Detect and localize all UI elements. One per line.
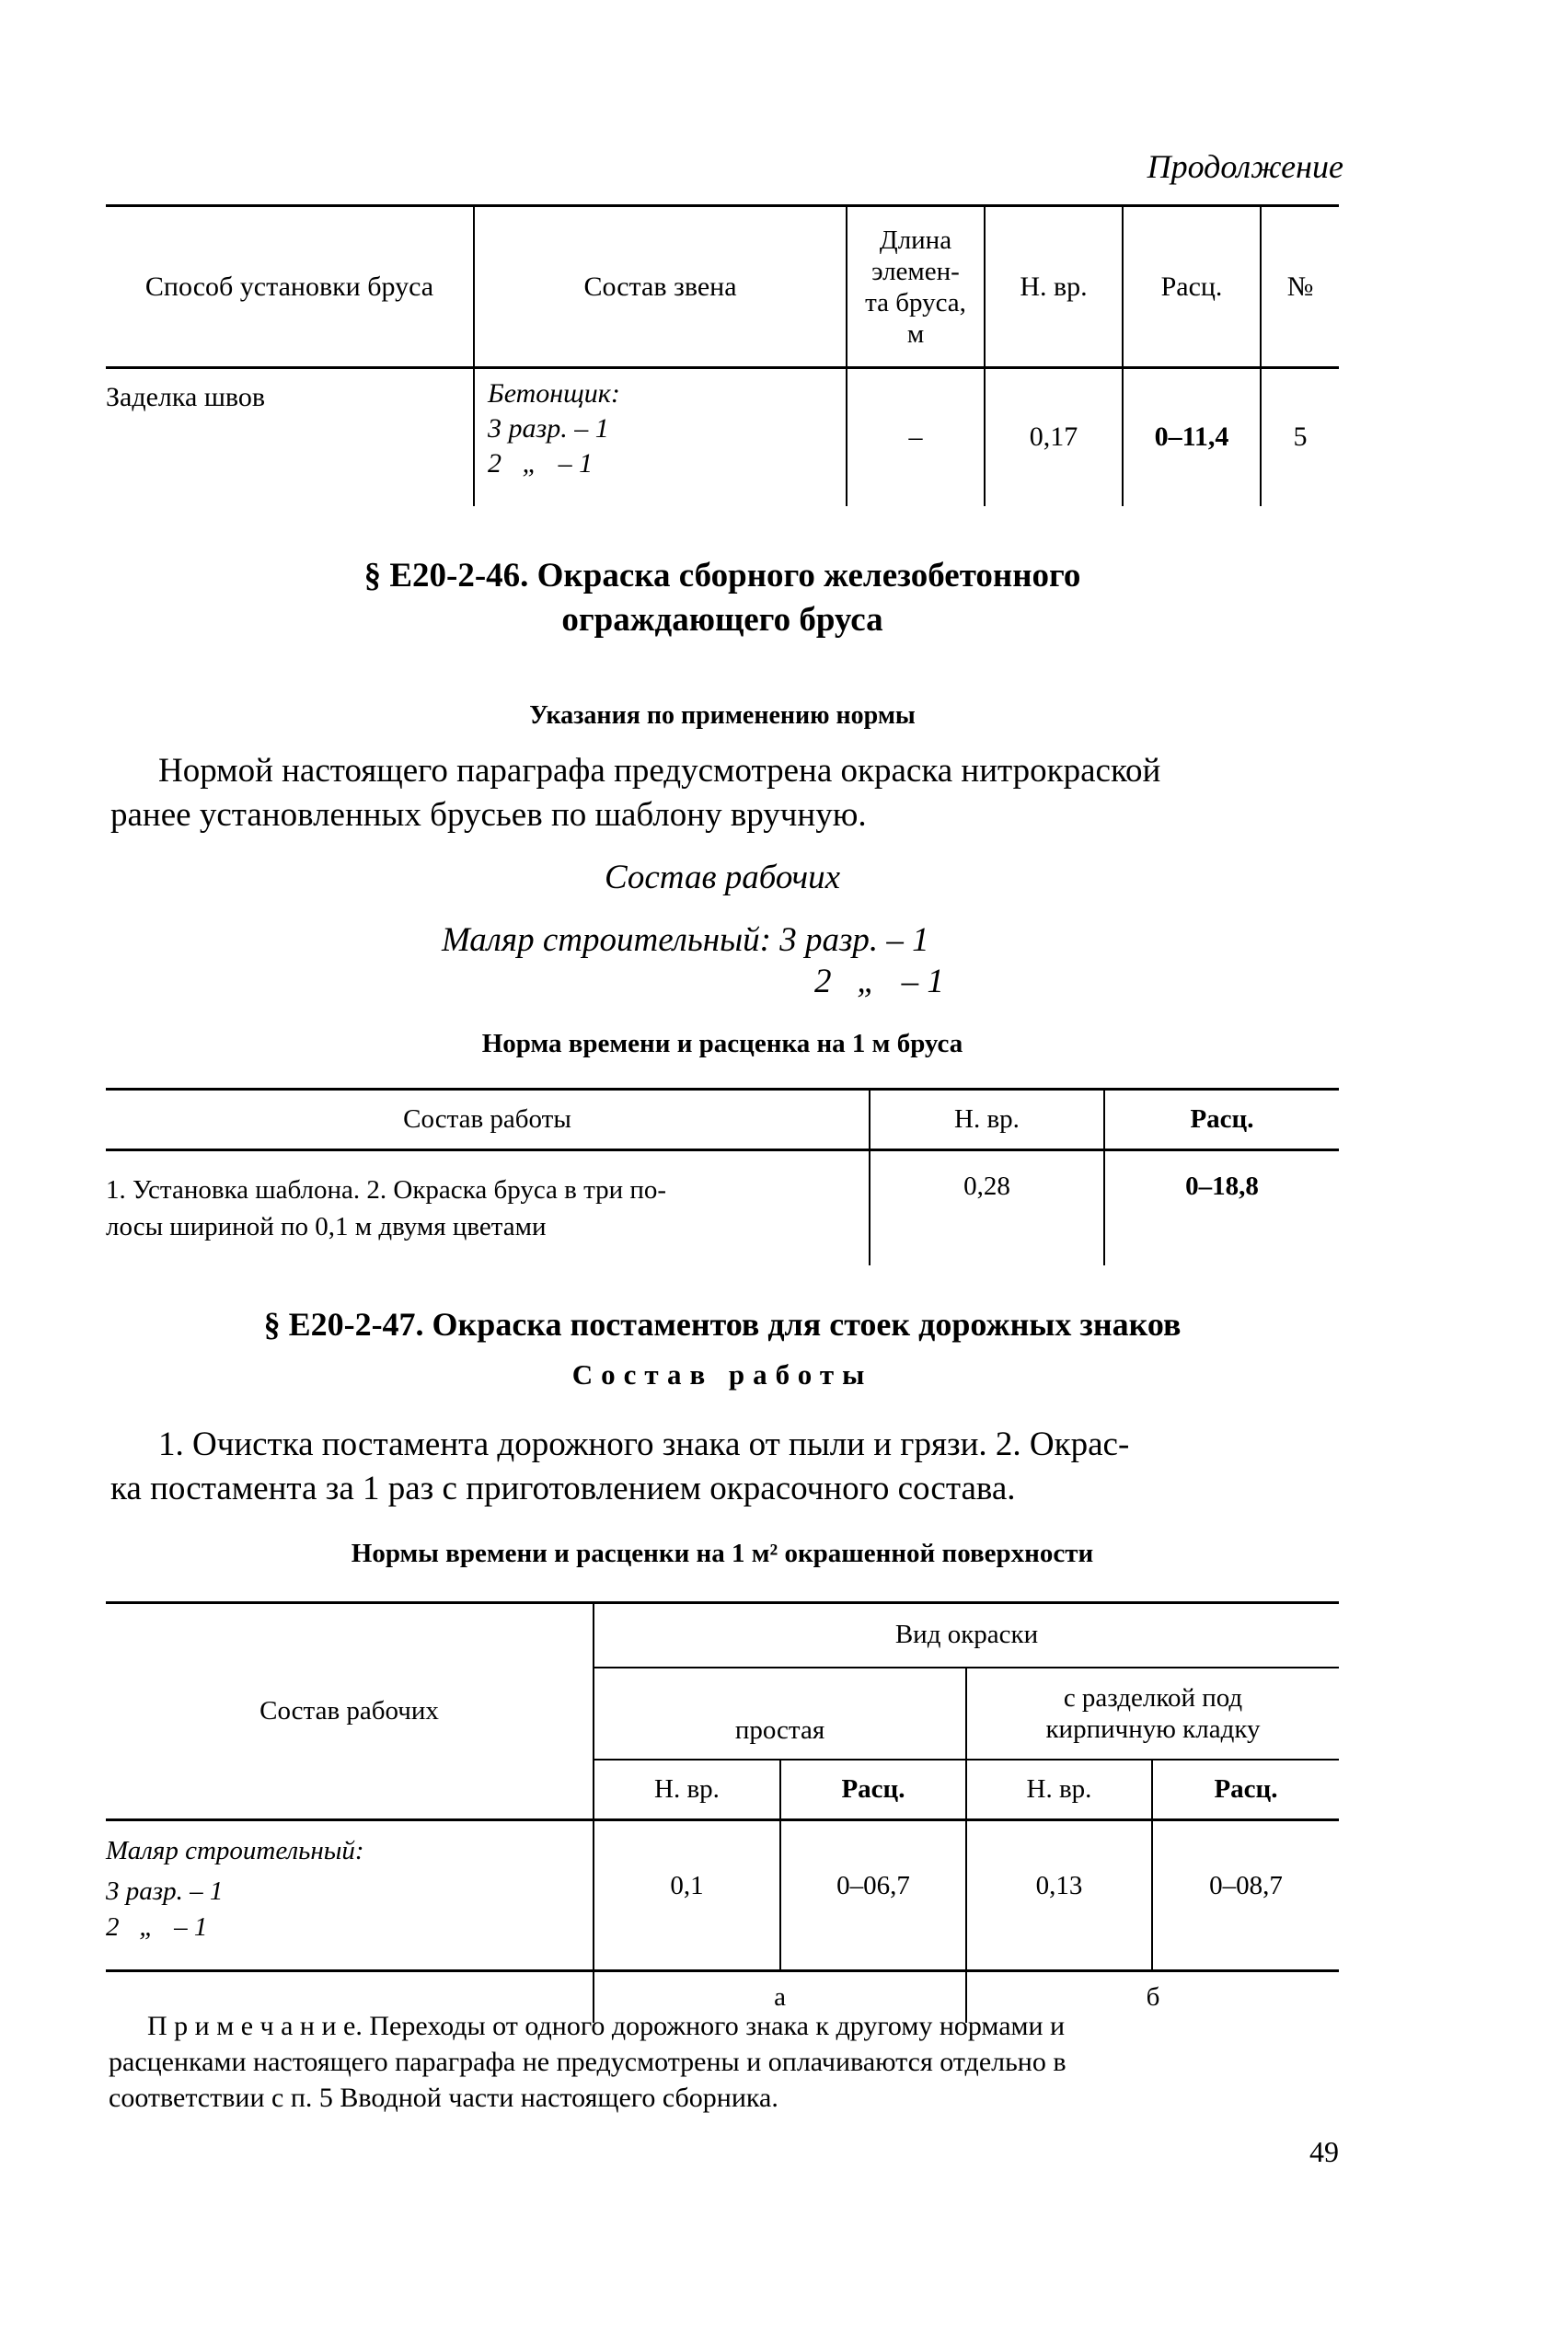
header-work: Состав работы [106,1090,870,1150]
header-norm: Н. вр. [985,206,1123,368]
table-row [106,1150,1339,1265]
row-price: 0–11,4 [1123,368,1261,506]
row-crew: Бетонщик: 3 разр. – 1 2 „ – 1 [474,368,847,506]
table-row [106,1820,1339,1971]
header-method: Способ установки бруса [106,206,474,368]
section-47-title: § Е20-2-47. Окраска постаментов для стоек дорожных знаков [263,1306,1182,1343]
work-heading-47: Состав работы [571,1358,873,1391]
row-brick-price: 0–08,7 [1209,1871,1283,1900]
note-text: П р и м е ч а н и е. Переходы от одного дорожного знака к другому нормами и расценками настоящего параграфа не предусмотрены и оплачиваются отдельно в соответствии с п. 5 Вводной части настоящего сборника. [109,2011,1066,2113]
row-work: 1. Установка шаблона. 2. Окраска бруса в три по- лосы шириной по 0,1 м двумя цветами [106,1150,870,1265]
norm-heading-46: Норма времени и расценка на 1 м бруса [481,1029,963,1058]
header-simple-norm: Н. вр. [594,1760,780,1820]
header-brick: с разделкой под кирпичную кладку [966,1668,1339,1760]
work-text-47: 1. Очистка постамента дорожного знака от пыли и грязи. 2. Окрас- ка постамента за 1 раз с приготовлением окрасочного состава. [110,1426,1130,1507]
header-crew: Состав звена [474,206,847,368]
workers-heading: Состав рабочих [604,859,841,896]
instructions-text: Нормой настоящего параграфа предусмотрена окраска нитрокраской ранее установленных брусьев по шаблону вручную. [110,752,1161,834]
crew-table [106,204,1339,506]
instructions-heading: Указания по применению нормы [529,701,916,730]
norm-heading-47: Нормы времени и расценки на 1 м² окрашенной поверхности [351,1539,1094,1568]
header-workers: Состав рабочих [106,1603,594,1820]
column-label-a: а [594,1971,966,2023]
section-46-title: § Е20-2-46. Окраска сборного железобетонного ограждающего бруса [363,557,1081,639]
header-norm: Н. вр. [870,1090,1104,1150]
row-simple-price: 0–06,7 [780,1820,966,1971]
header-length: Длина элемен- та бруса, м [847,206,985,368]
header-number: № [1286,271,1314,302]
header-brick-price: Расц. [1152,1760,1339,1820]
header-price: Расц. [1190,1104,1254,1134]
workers-line2: 2 „ – 1 [814,963,944,1000]
row-number: 5 [1293,421,1308,453]
row-norm: 0,17 [985,368,1123,506]
row-brick-norm: 0,13 [966,1820,1152,1971]
header-price: Расц. [1123,206,1261,368]
column-label-b: б [1146,1981,1160,2012]
page-number: 49 [1309,2135,1339,2168]
table-row [106,368,1339,506]
norms-table-47 [106,1601,1339,2023]
row-simple-norm: 0,1 [594,1820,780,1971]
header-simple-price: Расц. [780,1760,966,1820]
continuation-label: Продолжение [1147,148,1343,185]
row-workers: Маляр строительный: 3 разр. – 1 2 „ – 1 [106,1820,594,1971]
row-method: Заделка швов [106,368,474,506]
work-table-46 [106,1088,1339,1265]
workers-line1: Маляр строительный: 3 разр. – 1 [442,921,929,959]
row-norm: 0,28 [870,1150,1104,1265]
row-price: 0–18,8 [1185,1172,1259,1201]
header-simple: простая [594,1668,966,1760]
header-brick-norm: Н. вр. [966,1760,1152,1820]
row-length: – [847,368,985,506]
header-paint-type: Вид окраски [594,1603,1339,1668]
